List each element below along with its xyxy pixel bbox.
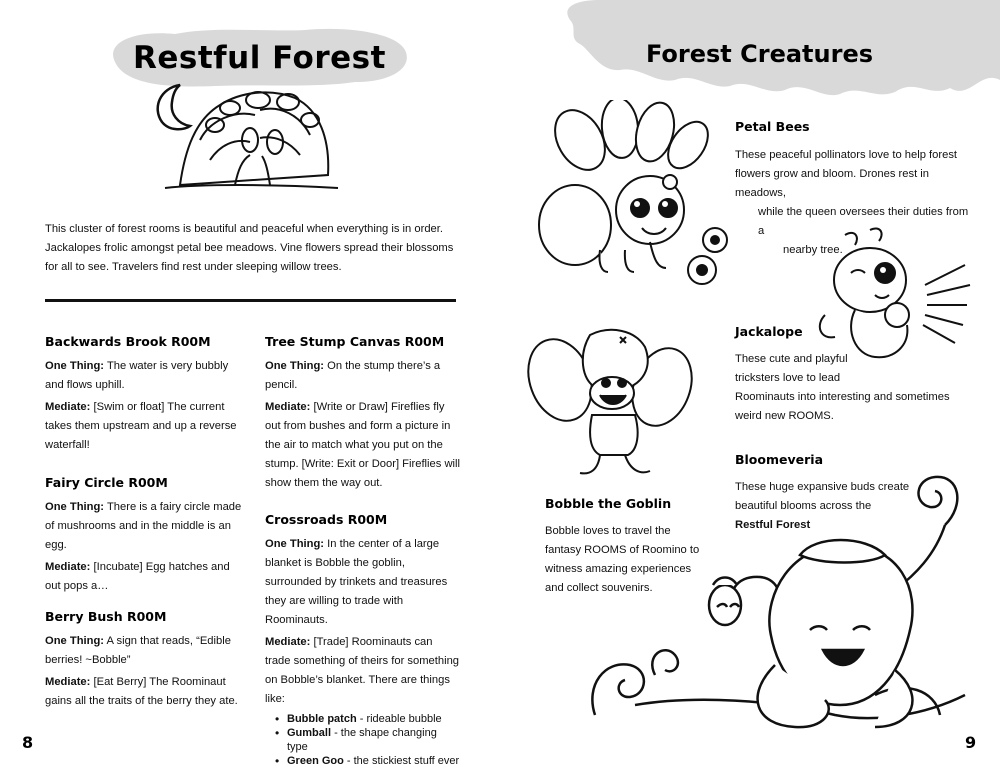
creature-bobble-text: Bobble loves to travel the fantasy ROOMS of Roomino to witness amazing experiences and collect souvenirs. <box>545 525 700 594</box>
room-title-tree-stump: Tree Stump Canvas R00M <box>265 334 445 349</box>
mediate-text: [Incubate] Egg hatches and out pops a… <box>45 561 230 592</box>
mediate-label: Mediate: <box>265 636 311 648</box>
item-name: Gumball <box>287 727 332 739</box>
bobble-goblin-illustration <box>520 325 700 485</box>
page-number-left: 8 <box>22 733 34 752</box>
text-line: These peaceful pollinators love to help forest <box>735 149 958 161</box>
bloomeveria-illustration <box>575 465 975 737</box>
text-line: These cute and playful <box>735 353 848 365</box>
one-thing-text: The water is very bubbly and flows uphill. <box>45 360 229 391</box>
creature-title-petal-bees: Petal Bees <box>735 119 810 134</box>
item-desc: - rideable bubble <box>356 713 442 725</box>
mediate-text: [Trade] Roominauts can trade something of theirs for something on Bobble’s blanket. There are things like: <box>265 636 460 705</box>
text-line: while the queen oversees their duties from a <box>758 206 969 237</box>
one-thing-label: One Thing: <box>265 360 325 372</box>
mediate-label: Mediate: <box>45 401 91 413</box>
text-line: flowers grow and bloom. Drones rest in meadows, <box>735 168 930 199</box>
trade-items-list <box>265 712 460 768</box>
item-desc: - the shape changing type <box>287 727 437 753</box>
mediate-label: Mediate: <box>45 561 91 573</box>
one-thing-label: One Thing: <box>265 538 325 550</box>
room-crossroads-body <box>265 535 460 768</box>
one-thing-label: One Thing: <box>45 635 105 647</box>
creature-jackalope-text <box>735 350 975 426</box>
one-thing-text: A sign that reads, “Edible berries! ~Bobble” <box>45 635 231 666</box>
text-line-bold: Restful Forest <box>735 519 811 531</box>
page-number-right: 9 <box>965 733 977 752</box>
room-title-backwards-brook: Backwards Brook R00M <box>45 334 211 349</box>
room-fairy-circle-body <box>45 498 245 596</box>
text-line: These huge expansive buds create <box>735 481 910 493</box>
willow-tree-illustration <box>140 80 340 195</box>
jackalope-illustration <box>815 225 975 370</box>
text-line: Roominauts into interesting and sometimes <box>735 391 950 403</box>
petal-bee-illustration <box>530 100 740 290</box>
creature-title-bobble: Bobble the Goblin <box>545 496 672 511</box>
text-line: nearby tree. <box>783 244 843 256</box>
item-name: Bubble patch <box>287 713 357 725</box>
list-item <box>265 754 460 768</box>
room-title-berry-bush: Berry Bush R00M <box>45 609 167 624</box>
list-item <box>265 712 460 726</box>
room-backwards-brook-body <box>45 357 245 455</box>
one-thing-text: In the center of a large blanket is Bobble the goblin, surrounded by trinkets and treasures they are willing to trade with Roominauts. <box>265 538 448 626</box>
moon-icon <box>158 85 190 129</box>
room-tree-stump-body <box>265 357 460 493</box>
text-line: tricksters love to lead <box>735 372 841 384</box>
creature-title-bloomeveria: Bloomeveria <box>735 452 824 467</box>
mediate-label: Mediate: <box>45 676 91 688</box>
text-line: beautiful blooms across the <box>735 500 872 512</box>
mediate-text: [Write or Draw] Fireflies fly out from bushes and form a picture in the air to match what you put on the stump. [Write: Exit or Door] Fireflies will show them the way out. <box>265 401 460 489</box>
mediate-text: [Eat Berry] The Roominaut gains all the traits of the berry they ate. <box>45 676 238 707</box>
room-title-crossroads: Crossroads R00M <box>265 512 388 527</box>
one-thing-text: There is a fairy circle made of mushrooms and in the middle is an egg. <box>45 501 242 551</box>
mediate-label: Mediate: <box>265 401 311 413</box>
section-divider <box>45 299 456 302</box>
intro-paragraph: This cluster of forest rooms is beautiful and peaceful when everything is in order. Jackalopes frolic amongst petal bee meadows. Vine flowers spread their blossoms for all to see. Travelers find rest under sleeping willow trees. <box>45 223 454 273</box>
page-title-left: Restful Forest <box>133 40 386 76</box>
one-thing-label: One Thing: <box>45 360 105 372</box>
item-name: Green Goo <box>287 755 344 767</box>
text-line: weird new ROOMS. <box>735 410 834 422</box>
list-item <box>265 726 460 754</box>
room-berry-bush-body <box>45 632 245 711</box>
page-title-right: Forest Creatures <box>646 40 874 68</box>
one-thing-text: On the stump there’s a pencil. <box>265 360 441 391</box>
item-desc: - the stickiest stuff ever <box>343 755 460 767</box>
one-thing-label: One Thing: <box>45 501 105 513</box>
room-title-fairy-circle: Fairy Circle R00M <box>45 475 168 490</box>
mediate-text: [Swim or float] The current takes them upstream and up a reverse waterfall! <box>45 401 237 451</box>
creature-title-jackalope: Jackalope <box>735 324 803 339</box>
